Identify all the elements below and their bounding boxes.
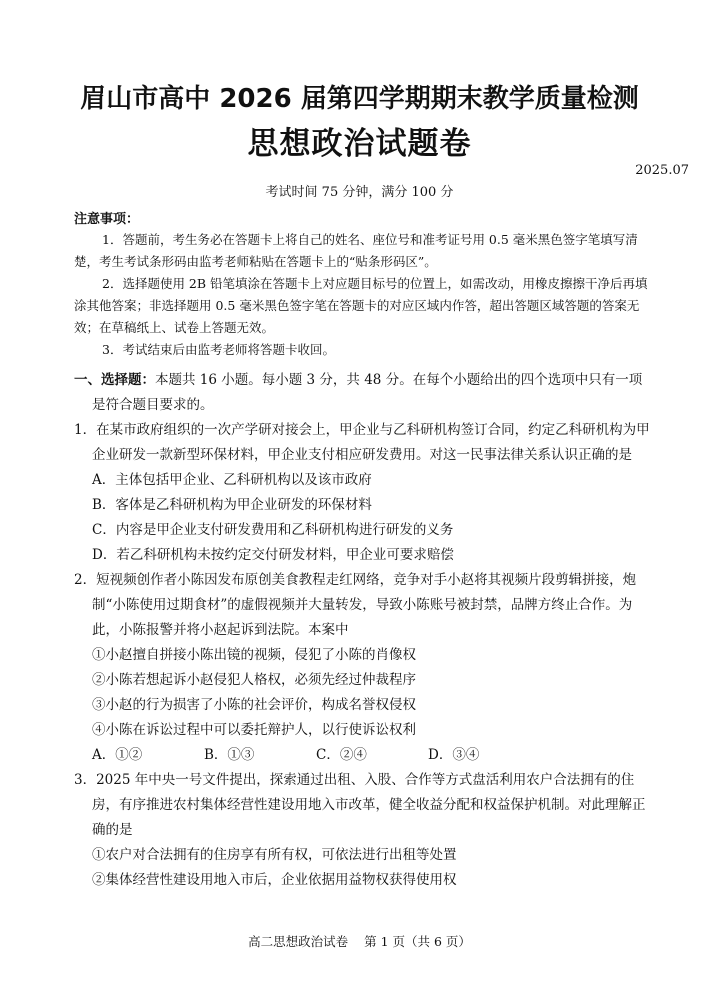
question-stem: 3．2025 年中央一号文件提出，探索通过出租、入股、合作等方式盘活利用农户合法拥有的住房，有序推进农村集体经营性建设用地入市改革，健全收益分配和权益保护机制。对此理解正确的是 [74, 772, 646, 838]
page-footer [0, 932, 719, 950]
exam-time-info: 考试时间 75 分钟，满分 100 分 [265, 185, 454, 200]
statement: ④小陈在诉讼过程中可以委托辩护人，以行使诉讼权利 [92, 722, 416, 738]
question-stem: 1．在某市政府组织的一次产学研对接会上，甲企业与乙科研机构签订合同，约定乙科研机构为甲企业研发一款新型环保材料，甲企业支付相应研发费用。对这一民事法律关系认识正确的是 [74, 422, 650, 463]
notice-heading: 注意事项： [74, 212, 140, 227]
choice: A．①② [92, 747, 143, 763]
statement: ②集体经营性建设用地入市后，企业依据用益物权获得使用权 [92, 872, 457, 888]
exam-title: 眉山市高中 2026 届第四学期期末教学质量检测 [80, 84, 639, 114]
section-label: 一、选择题： [74, 372, 155, 388]
option: D．若乙科研机构未按约定交付研发材料，甲企业可要求赔偿 [92, 547, 454, 563]
notice-list [74, 229, 654, 361]
footer-subject: 高二思想政治试卷 [248, 934, 349, 949]
option: B．客体是乙科研机构为甲企业研发的环保材料 [92, 497, 372, 513]
choice: C．②④ [316, 747, 367, 763]
section-description: 本题共 16 小题。每小题 3 分，共 48 分。在每个小题给出的四个选项中只有一项是符合题目要求的。 [92, 372, 643, 413]
notice-item: 2．选择题使用 2B 铅笔填涂在答题卡上对应题目标号的位置上，如需改动，用橡皮擦擦干净后再填涂其他答案；非选择题用 0.5 毫米黑色签字笔在答题卡的对应区域内作答，超出答题区域答题的答案无效；在草稿纸上、试卷上答题无效。 [74, 276, 648, 335]
choice: D．③④ [428, 747, 480, 763]
notice-item: 3．考试结束后由监考老师将答题卡收回。 [102, 342, 335, 357]
exam-subtitle: 思想政治试题卷 [247, 126, 472, 162]
choice: B．①③ [204, 747, 255, 763]
exam-date: 2025.07 [635, 163, 689, 178]
choice-row [74, 743, 654, 768]
option: C．内容是甲企业支付研发费用和乙科研机构进行研发的义务 [92, 522, 454, 538]
statement: ①农户对合法拥有的住房享有所有权，可依法进行出租等处置 [92, 847, 457, 863]
section-heading [74, 368, 654, 418]
statement: ②小陈若想起诉小赵侵犯人格权，必须先经过仲裁程序 [92, 672, 416, 688]
question-stem: 2．短视频创作者小陈因发布原创美食教程走红网络，竞争对手小赵将其视频片段剪辑拼接，炮制“小陈使用过期食材”的虚假视频并大量转发，导致小陈账号被封禁，品牌方终止合作。为此，小陈报警并将小赵起诉到法院。本案中 [74, 572, 637, 638]
notice-item: 1．答题前，考生务必在答题卡上将自己的姓名、座位号和准考证号用 0.5 毫米黑色签字笔填写清楚，考生考试条形码由监考老师粘贴在答题卡上的“贴条形码区”。 [74, 232, 638, 269]
footer-page-number: 第 1 页（共 6 页） [364, 934, 471, 949]
option: A．主体包括甲企业、乙科研机构以及该市政府 [92, 472, 372, 488]
statement: ①小赵擅自拼接小陈出镜的视频，侵犯了小陈的肖像权 [92, 647, 416, 663]
statement: ③小赵的行为损害了小陈的社会评价，构成名誉权侵权 [92, 697, 416, 713]
question-area [74, 368, 654, 893]
